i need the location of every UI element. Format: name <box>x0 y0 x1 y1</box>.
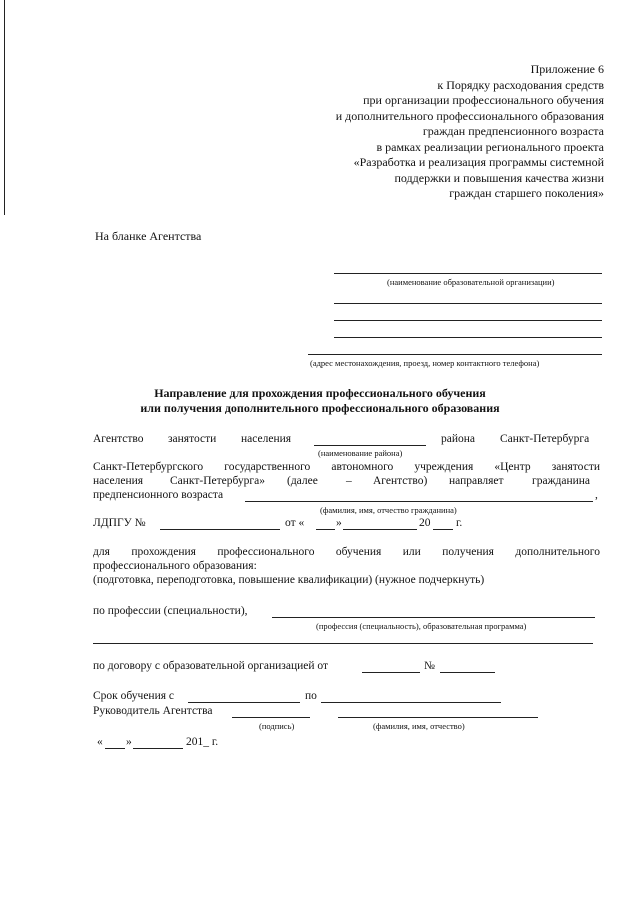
contract-number-label: № <box>424 660 435 672</box>
annex-line: Приложение 6 <box>530 62 604 76</box>
contract-date-field[interactable] <box>362 672 420 673</box>
body-word: Агентство <box>93 433 144 445</box>
body-word: Санкт-Петербурга <box>500 433 590 445</box>
annex-header <box>336 62 604 202</box>
annex-line: поддержки и повышения качества жизни <box>394 170 604 185</box>
address-caption: (адрес местонахождения, проезд, номер контактного телефона) <box>310 358 540 368</box>
address-field-3[interactable] <box>334 337 602 338</box>
body-word: населения <box>93 475 144 487</box>
ldpgu-day-field[interactable] <box>316 529 335 530</box>
contract-label: по договору с образовательной организацией от <box>93 660 329 672</box>
date-year-suffix: г. <box>456 517 463 529</box>
annex-line: и дополнительного профессионального образования <box>335 108 604 123</box>
address-field-4[interactable] <box>308 354 602 355</box>
head-name-caption: (фамилия, имя, отчество) <box>373 721 465 731</box>
body-word: района <box>441 433 476 445</box>
purpose-line: для прохождения профессионального обучения или получения дополнительного <box>93 546 600 558</box>
body-word: Санкт-Петербурга» <box>170 475 265 487</box>
sign-date-open: « <box>97 736 103 748</box>
body-word: гражданина <box>532 475 591 487</box>
term-start-field[interactable] <box>188 702 300 703</box>
date-from-label: от « <box>285 517 305 529</box>
term-end-field[interactable] <box>321 702 501 703</box>
head-label: Руководитель Агентства <box>93 705 213 717</box>
annex-line: «Разработка и реализация программы системной <box>353 155 604 169</box>
purpose-line: профессионального образования: <box>93 560 257 572</box>
annex-line: граждан старшего поколения» <box>449 186 604 200</box>
sign-day-field[interactable] <box>105 748 125 749</box>
document-title-line2: или получения дополнительного профессионального образования <box>140 401 500 415</box>
page-edge-mark <box>4 0 5 215</box>
body-word: направляет <box>449 475 504 487</box>
term-label: Срок обучения с <box>93 690 175 702</box>
profession-caption: (профессия (специальность), образовательная программа) <box>316 621 527 631</box>
signature-caption: (подпись) <box>259 721 295 731</box>
profession-label: по профессии (специальности), <box>93 605 248 617</box>
address-field-1[interactable] <box>334 303 602 304</box>
body-word: , <box>595 489 598 501</box>
training-type-options: (подготовка, переподготовка, повышение квалификации) (нужное подчеркнуть) <box>93 574 485 586</box>
letterhead-label: На бланке Агентства <box>95 229 202 243</box>
profession-field[interactable] <box>272 617 595 618</box>
district-caption: (наименование района) <box>318 448 403 458</box>
body-word: Агентство) <box>373 475 428 487</box>
body-word: – <box>346 475 352 487</box>
org-name-field[interactable] <box>334 273 602 274</box>
district-field[interactable] <box>314 445 426 446</box>
signature-field[interactable] <box>232 717 310 718</box>
date-year-prefix: 20 <box>419 517 431 529</box>
body-line: Санкт-Петербургского государственного автономного учреждения «Центр занятости <box>93 461 600 473</box>
citizen-name-field[interactable] <box>245 501 593 502</box>
body-word: предпенсионного возраста <box>93 489 224 501</box>
org-name-caption: (наименование образовательной организации) <box>387 277 555 287</box>
body-word: (далее <box>287 475 318 487</box>
body-word: занятости <box>168 433 217 445</box>
annex-line: к Порядку расходования средств <box>437 77 604 92</box>
contract-number-field[interactable] <box>440 672 495 673</box>
citizen-name-caption: (фамилия, имя, отчество гражданина) <box>320 505 457 515</box>
ldpgu-label: ЛДПГУ № <box>93 517 146 529</box>
annex-line: при организации профессионального обучения <box>363 93 604 107</box>
ldpgu-number-field[interactable] <box>160 529 280 530</box>
annex-line: граждан предпенсионного возраста <box>422 124 604 138</box>
body-word: населения <box>241 433 292 445</box>
profession-field-2[interactable] <box>93 643 593 644</box>
sign-date-close: » <box>126 736 132 748</box>
ldpgu-month-field[interactable] <box>343 529 417 530</box>
date-quote-close: » <box>336 517 342 529</box>
sign-year: 201_ г. <box>186 736 219 748</box>
term-to-label: по <box>305 690 317 702</box>
address-field-2[interactable] <box>334 320 602 321</box>
head-name-field[interactable] <box>338 717 538 718</box>
ldpgu-year-field[interactable] <box>433 529 453 530</box>
annex-line: в рамках реализации регионального проекта <box>376 139 604 154</box>
sign-month-field[interactable] <box>133 748 183 749</box>
document-title-line1: Направление для прохождения профессионального обучения <box>154 386 486 400</box>
